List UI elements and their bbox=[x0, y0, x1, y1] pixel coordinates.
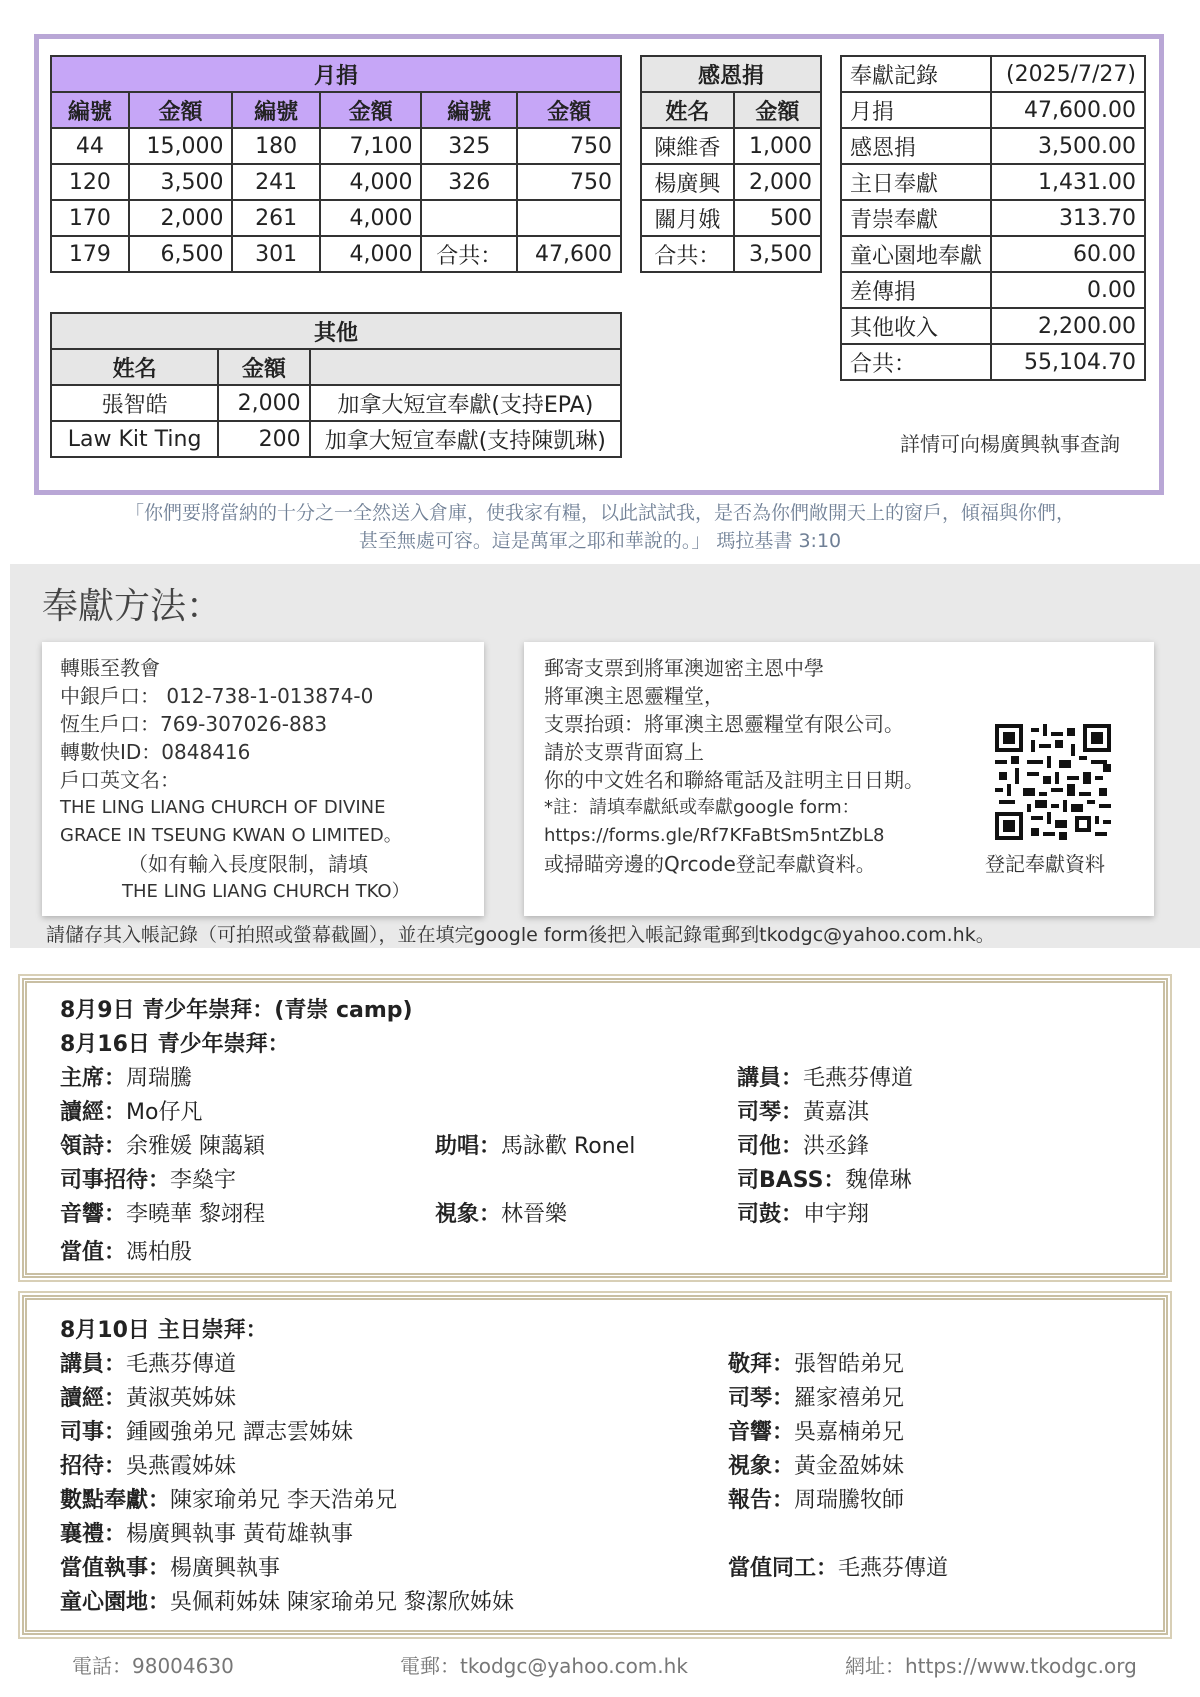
role-label: 讀經： bbox=[60, 1386, 127, 1411]
cell: 7,100 bbox=[320, 128, 422, 164]
total-value: 47,600 bbox=[517, 236, 621, 272]
table-row bbox=[841, 128, 1145, 164]
cell: 4,000 bbox=[320, 236, 422, 272]
role-name: 黃嘉淇 bbox=[803, 1100, 870, 1125]
col-header: 編號 bbox=[421, 92, 517, 128]
role-label: 助唱： bbox=[435, 1134, 502, 1159]
role-label: 數點奉獻： bbox=[60, 1488, 171, 1513]
table-row bbox=[641, 128, 821, 164]
youth-role bbox=[737, 1061, 913, 1092]
transfer-line: THE LING LIANG CHURCH TKO） bbox=[122, 881, 410, 902]
cell: 6,500 bbox=[129, 236, 233, 272]
cell: 500 bbox=[734, 200, 821, 236]
cell: 120 bbox=[51, 164, 129, 200]
cell: 326 bbox=[421, 164, 517, 200]
role-name: 魏偉琳 bbox=[845, 1168, 912, 1193]
cell: 325 bbox=[421, 128, 517, 164]
cell: 750 bbox=[517, 128, 621, 164]
role-label: 音響： bbox=[60, 1202, 127, 1227]
total-label: 合共： bbox=[641, 236, 734, 272]
table-row bbox=[841, 164, 1145, 200]
cell: 加拿大短宣奉獻(支持EPA) bbox=[310, 385, 621, 421]
table-row bbox=[51, 128, 621, 164]
cell: 童心園地奉獻 bbox=[841, 236, 991, 272]
cell: 月捐 bbox=[841, 92, 991, 128]
table-row bbox=[841, 344, 1145, 380]
table-row bbox=[841, 200, 1145, 236]
youth-line-1: 8月9日 青少年崇拜：(青崇 camp) bbox=[60, 998, 413, 1023]
role-label: 司琴： bbox=[737, 1100, 804, 1125]
sunday-role bbox=[60, 1585, 514, 1616]
sunday-role bbox=[728, 1483, 904, 1514]
sunday-role bbox=[60, 1483, 397, 1514]
footer-email[interactable]: 電郵：tkodgc@yahoo.com.hk bbox=[400, 1654, 688, 1678]
cell: 4,000 bbox=[320, 200, 422, 236]
total-label: 合共： bbox=[841, 344, 991, 380]
sunday-role bbox=[60, 1415, 353, 1446]
table-row bbox=[841, 272, 1145, 308]
role-name: 毛燕芬傳道 bbox=[838, 1556, 949, 1581]
cell: 241 bbox=[232, 164, 319, 200]
cell: Law Kit Ting bbox=[51, 421, 218, 457]
table-row bbox=[841, 236, 1145, 272]
thanks-title: 感恩捐 bbox=[641, 56, 821, 92]
role-name: 周瑞騰牧師 bbox=[794, 1488, 905, 1513]
cell: 2,000 bbox=[218, 385, 309, 421]
cell: 關月娥 bbox=[641, 200, 734, 236]
role-name: 馮柏殷 bbox=[126, 1240, 193, 1265]
role-name: 羅家禧弟兄 bbox=[794, 1386, 905, 1411]
role-name: 張智皓弟兄 bbox=[794, 1352, 905, 1377]
methods-footer: 請儲存其入帳記錄（可拍照或螢幕截圖），並在填完google form後把入帳記錄電郵到tkodgc@yahoo.com.hk。 bbox=[46, 924, 995, 946]
footer-website[interactable]: 網址：https://www.tkodgc.org bbox=[845, 1654, 1137, 1678]
cell: 47,600.00 bbox=[991, 92, 1145, 128]
cell: 其他收入 bbox=[841, 308, 991, 344]
role-label: 講員： bbox=[60, 1352, 127, 1377]
role-name: 馬詠歡 Ronel bbox=[501, 1134, 636, 1159]
role-label: 主席： bbox=[60, 1066, 127, 1091]
col-header: 金額 bbox=[517, 92, 621, 128]
cell: 200 bbox=[218, 421, 309, 457]
role-label: 招待： bbox=[60, 1454, 127, 1479]
cheque-line: 或掃瞄旁邊的Qrcode登記奉獻資料。 bbox=[544, 852, 876, 876]
role-label: 視象： bbox=[728, 1454, 795, 1479]
youth-role bbox=[737, 1197, 869, 1228]
role-name: 吳嘉楠弟兄 bbox=[794, 1420, 905, 1445]
transfer-line: （如有輸入長度限制，請填 bbox=[128, 852, 368, 876]
role-name: 毛燕芬傳道 bbox=[803, 1066, 914, 1091]
role-name: 陳家瑜弟兄 李天浩弟兄 bbox=[170, 1488, 398, 1513]
cheque-line: 郵寄支票到將軍澳迦密主恩中學 bbox=[544, 656, 824, 680]
role-name: Mo仔凡 bbox=[126, 1100, 203, 1125]
transfer-line: 恆生戶口：769-307026-883 bbox=[60, 712, 328, 736]
youth-role bbox=[60, 1197, 265, 1228]
cell bbox=[517, 200, 621, 236]
cell: 3,500.00 bbox=[991, 128, 1145, 164]
role-name: 申宇翔 bbox=[803, 1202, 870, 1227]
footer-phone: 電話：98004630 bbox=[72, 1654, 234, 1678]
role-label: 司事招待： bbox=[60, 1168, 171, 1193]
verse-line: 「你們要將當納的十分之一全然送入倉庫，使我家有糧，以此試試我，是否為你們敞開天上的窗戶，傾福與你們， bbox=[124, 502, 1075, 524]
cell: 1,431.00 bbox=[991, 164, 1145, 200]
methods-title: 奉獻方法： bbox=[42, 586, 223, 627]
youth-role bbox=[60, 1061, 192, 1092]
cell: 楊廣興 bbox=[641, 164, 734, 200]
transfer-line: 轉數快ID：0848416 bbox=[60, 740, 251, 764]
sunday-role bbox=[60, 1449, 236, 1480]
sunday-title: 8月10日 主日崇拜： bbox=[60, 1318, 268, 1343]
role-label: 視象： bbox=[435, 1202, 502, 1227]
sunday-role bbox=[60, 1381, 236, 1412]
cell: 261 bbox=[232, 200, 319, 236]
transfer-line: 戶口英文名： bbox=[60, 768, 180, 792]
cheque-line: 將軍澳主恩靈糧堂， bbox=[544, 684, 724, 708]
col-header: 金額 bbox=[734, 92, 821, 128]
cell: 2,000 bbox=[129, 200, 233, 236]
cell: 青崇奉獻 bbox=[841, 200, 991, 236]
table-row bbox=[841, 308, 1145, 344]
thanks-table bbox=[640, 55, 822, 273]
role-name: 周瑞騰 bbox=[126, 1066, 193, 1091]
role-name: 吳佩莉姊妹 陳家瑜弟兄 黎潔欣姊妹 bbox=[170, 1590, 515, 1615]
total-value: 55,104.70 bbox=[991, 344, 1145, 380]
form-link[interactable]: https://forms.gle/Rf7KFaBtSm5ntZbL8 bbox=[544, 825, 885, 846]
role-label: 當值同工： bbox=[728, 1556, 839, 1581]
role-label: 司BASS： bbox=[737, 1168, 846, 1193]
role-label: 當值執事： bbox=[60, 1556, 171, 1581]
total-value: 3,500 bbox=[734, 236, 821, 272]
sunday-role bbox=[60, 1517, 353, 1548]
cell: 差傳捐 bbox=[841, 272, 991, 308]
sunday-role bbox=[60, 1347, 236, 1378]
youth-role bbox=[60, 1095, 202, 1126]
col-header: 姓名 bbox=[641, 92, 734, 128]
cell: 750 bbox=[517, 164, 621, 200]
cell: 陳維香 bbox=[641, 128, 734, 164]
bank-transfer-card bbox=[42, 642, 484, 916]
role-label: 襄禮： bbox=[60, 1522, 127, 1547]
other-table bbox=[50, 312, 622, 458]
cell: 3,500 bbox=[129, 164, 233, 200]
youth-role bbox=[435, 1129, 635, 1160]
table-row bbox=[641, 236, 821, 272]
role-name: 余雅媛 陳藹穎 bbox=[126, 1134, 266, 1159]
col-header: 編號 bbox=[232, 92, 319, 128]
cell: 313.70 bbox=[991, 200, 1145, 236]
role-name: 楊廣興執事 黃荀雄執事 bbox=[126, 1522, 354, 1547]
role-label: 司鼓： bbox=[737, 1202, 804, 1227]
role-label: 領詩： bbox=[60, 1134, 127, 1159]
offering-record-table bbox=[840, 55, 1146, 381]
col-header: 金額 bbox=[218, 349, 309, 385]
youth-role bbox=[435, 1197, 567, 1228]
col-header: 金額 bbox=[320, 92, 422, 128]
record-date: (2025/7/27) bbox=[991, 56, 1145, 92]
table-row bbox=[51, 200, 621, 236]
table-row bbox=[51, 385, 621, 421]
table-row bbox=[51, 421, 621, 457]
sunday-role bbox=[728, 1415, 904, 1446]
cell: 0.00 bbox=[991, 272, 1145, 308]
verse-line: 甚至無處可容。這是萬軍之耶和華說的。」 瑪拉基書 3:10 bbox=[358, 530, 842, 552]
cell: 301 bbox=[232, 236, 319, 272]
total-label: 合共： bbox=[421, 236, 517, 272]
cell: 張智皓 bbox=[51, 385, 218, 421]
role-label: 讀經： bbox=[60, 1100, 127, 1125]
transfer-line: THE LING LIANG CHURCH OF DIVINE bbox=[60, 797, 386, 818]
transfer-line: GRACE IN TSEUNG KWAN O LIMITED。 bbox=[60, 825, 402, 846]
cell: 44 bbox=[51, 128, 129, 164]
cheque-line: 支票抬頭：將軍澳主恩靈糧堂有限公司。 bbox=[544, 712, 904, 736]
role-label: 音響： bbox=[728, 1420, 795, 1445]
role-name: 李燊宇 bbox=[170, 1168, 237, 1193]
role-label: 當值： bbox=[60, 1240, 127, 1265]
youth-role bbox=[737, 1095, 869, 1126]
cell: 2,000 bbox=[734, 164, 821, 200]
record-title: 奉獻記錄 bbox=[841, 56, 991, 92]
col-header: 編號 bbox=[51, 92, 129, 128]
cheque-line: *註：請填奉獻紙或奉獻google form： bbox=[544, 797, 860, 818]
col-header: 金額 bbox=[129, 92, 233, 128]
cell: 4,000 bbox=[320, 164, 422, 200]
sunday-role bbox=[728, 1449, 904, 1480]
role-label: 司琴： bbox=[728, 1386, 795, 1411]
youth-role bbox=[737, 1129, 869, 1160]
table-row bbox=[641, 164, 821, 200]
role-label: 司他： bbox=[737, 1134, 804, 1159]
cell: 15,000 bbox=[129, 128, 233, 164]
monthly-title: 月捐 bbox=[51, 56, 621, 92]
col-header: 姓名 bbox=[51, 349, 218, 385]
cell: 180 bbox=[232, 128, 319, 164]
role-name: 楊廣興執事 bbox=[170, 1556, 281, 1581]
other-title: 其他 bbox=[51, 313, 621, 349]
role-name: 吳燕霞姊妹 bbox=[126, 1454, 237, 1479]
cheque-line: 請於支票背面寫上 bbox=[544, 740, 704, 764]
enquiry-note: 詳情可向楊廣興執事查詢 bbox=[900, 432, 1120, 456]
youth-role bbox=[60, 1129, 265, 1160]
cell: 1,000 bbox=[734, 128, 821, 164]
qr-code-icon[interactable] bbox=[995, 724, 1111, 840]
youth-role bbox=[737, 1163, 912, 1194]
youth-role bbox=[60, 1235, 192, 1266]
transfer-line: 轉賬至教會 bbox=[60, 656, 160, 680]
cell: 2,200.00 bbox=[991, 308, 1145, 344]
role-label: 童心園地： bbox=[60, 1590, 171, 1615]
table-row bbox=[51, 236, 621, 272]
role-name: 黃金盈姊妹 bbox=[794, 1454, 905, 1479]
cell: 加拿大短宣奉獻(支持陳凱琳) bbox=[310, 421, 621, 457]
table-row bbox=[51, 164, 621, 200]
youth-line-2: 8月16日 青少年崇拜： bbox=[60, 1032, 290, 1057]
cell: 170 bbox=[51, 200, 129, 236]
role-name: 鍾國強弟兄 譚志雲姊妹 bbox=[126, 1420, 354, 1445]
bible-verse bbox=[40, 499, 1160, 555]
sunday-role bbox=[728, 1381, 904, 1412]
table-row bbox=[641, 200, 821, 236]
cell: 主日奉獻 bbox=[841, 164, 991, 200]
sunday-role bbox=[728, 1551, 948, 1582]
role-name: 毛燕芬傳道 bbox=[126, 1352, 237, 1377]
cell bbox=[421, 200, 517, 236]
sunday-role bbox=[60, 1551, 280, 1582]
role-label: 講員： bbox=[737, 1066, 804, 1091]
role-label: 報告： bbox=[728, 1488, 795, 1513]
role-name: 林晉樂 bbox=[501, 1202, 568, 1227]
role-name: 黃淑英姊妹 bbox=[126, 1386, 237, 1411]
cell: 179 bbox=[51, 236, 129, 272]
table-row bbox=[841, 92, 1145, 128]
youth-role bbox=[60, 1163, 236, 1194]
qr-label: 登記奉獻資料 bbox=[985, 852, 1105, 876]
role-name: 洪丞鋒 bbox=[803, 1134, 870, 1159]
role-name: 李曉華 黎翊程 bbox=[126, 1202, 266, 1227]
transfer-line: 中銀戶口： 012-738-1-013874-0 bbox=[60, 684, 374, 708]
monthly-table bbox=[50, 55, 622, 273]
cheque-line: 你的中文姓名和聯絡電話及註明主日日期。 bbox=[544, 768, 924, 792]
role-label: 敬拜： bbox=[728, 1352, 795, 1377]
cell: 60.00 bbox=[991, 236, 1145, 272]
col-header-empty bbox=[310, 349, 621, 385]
cell: 感恩捐 bbox=[841, 128, 991, 164]
sunday-role bbox=[728, 1347, 904, 1378]
role-label: 司事： bbox=[60, 1420, 127, 1445]
